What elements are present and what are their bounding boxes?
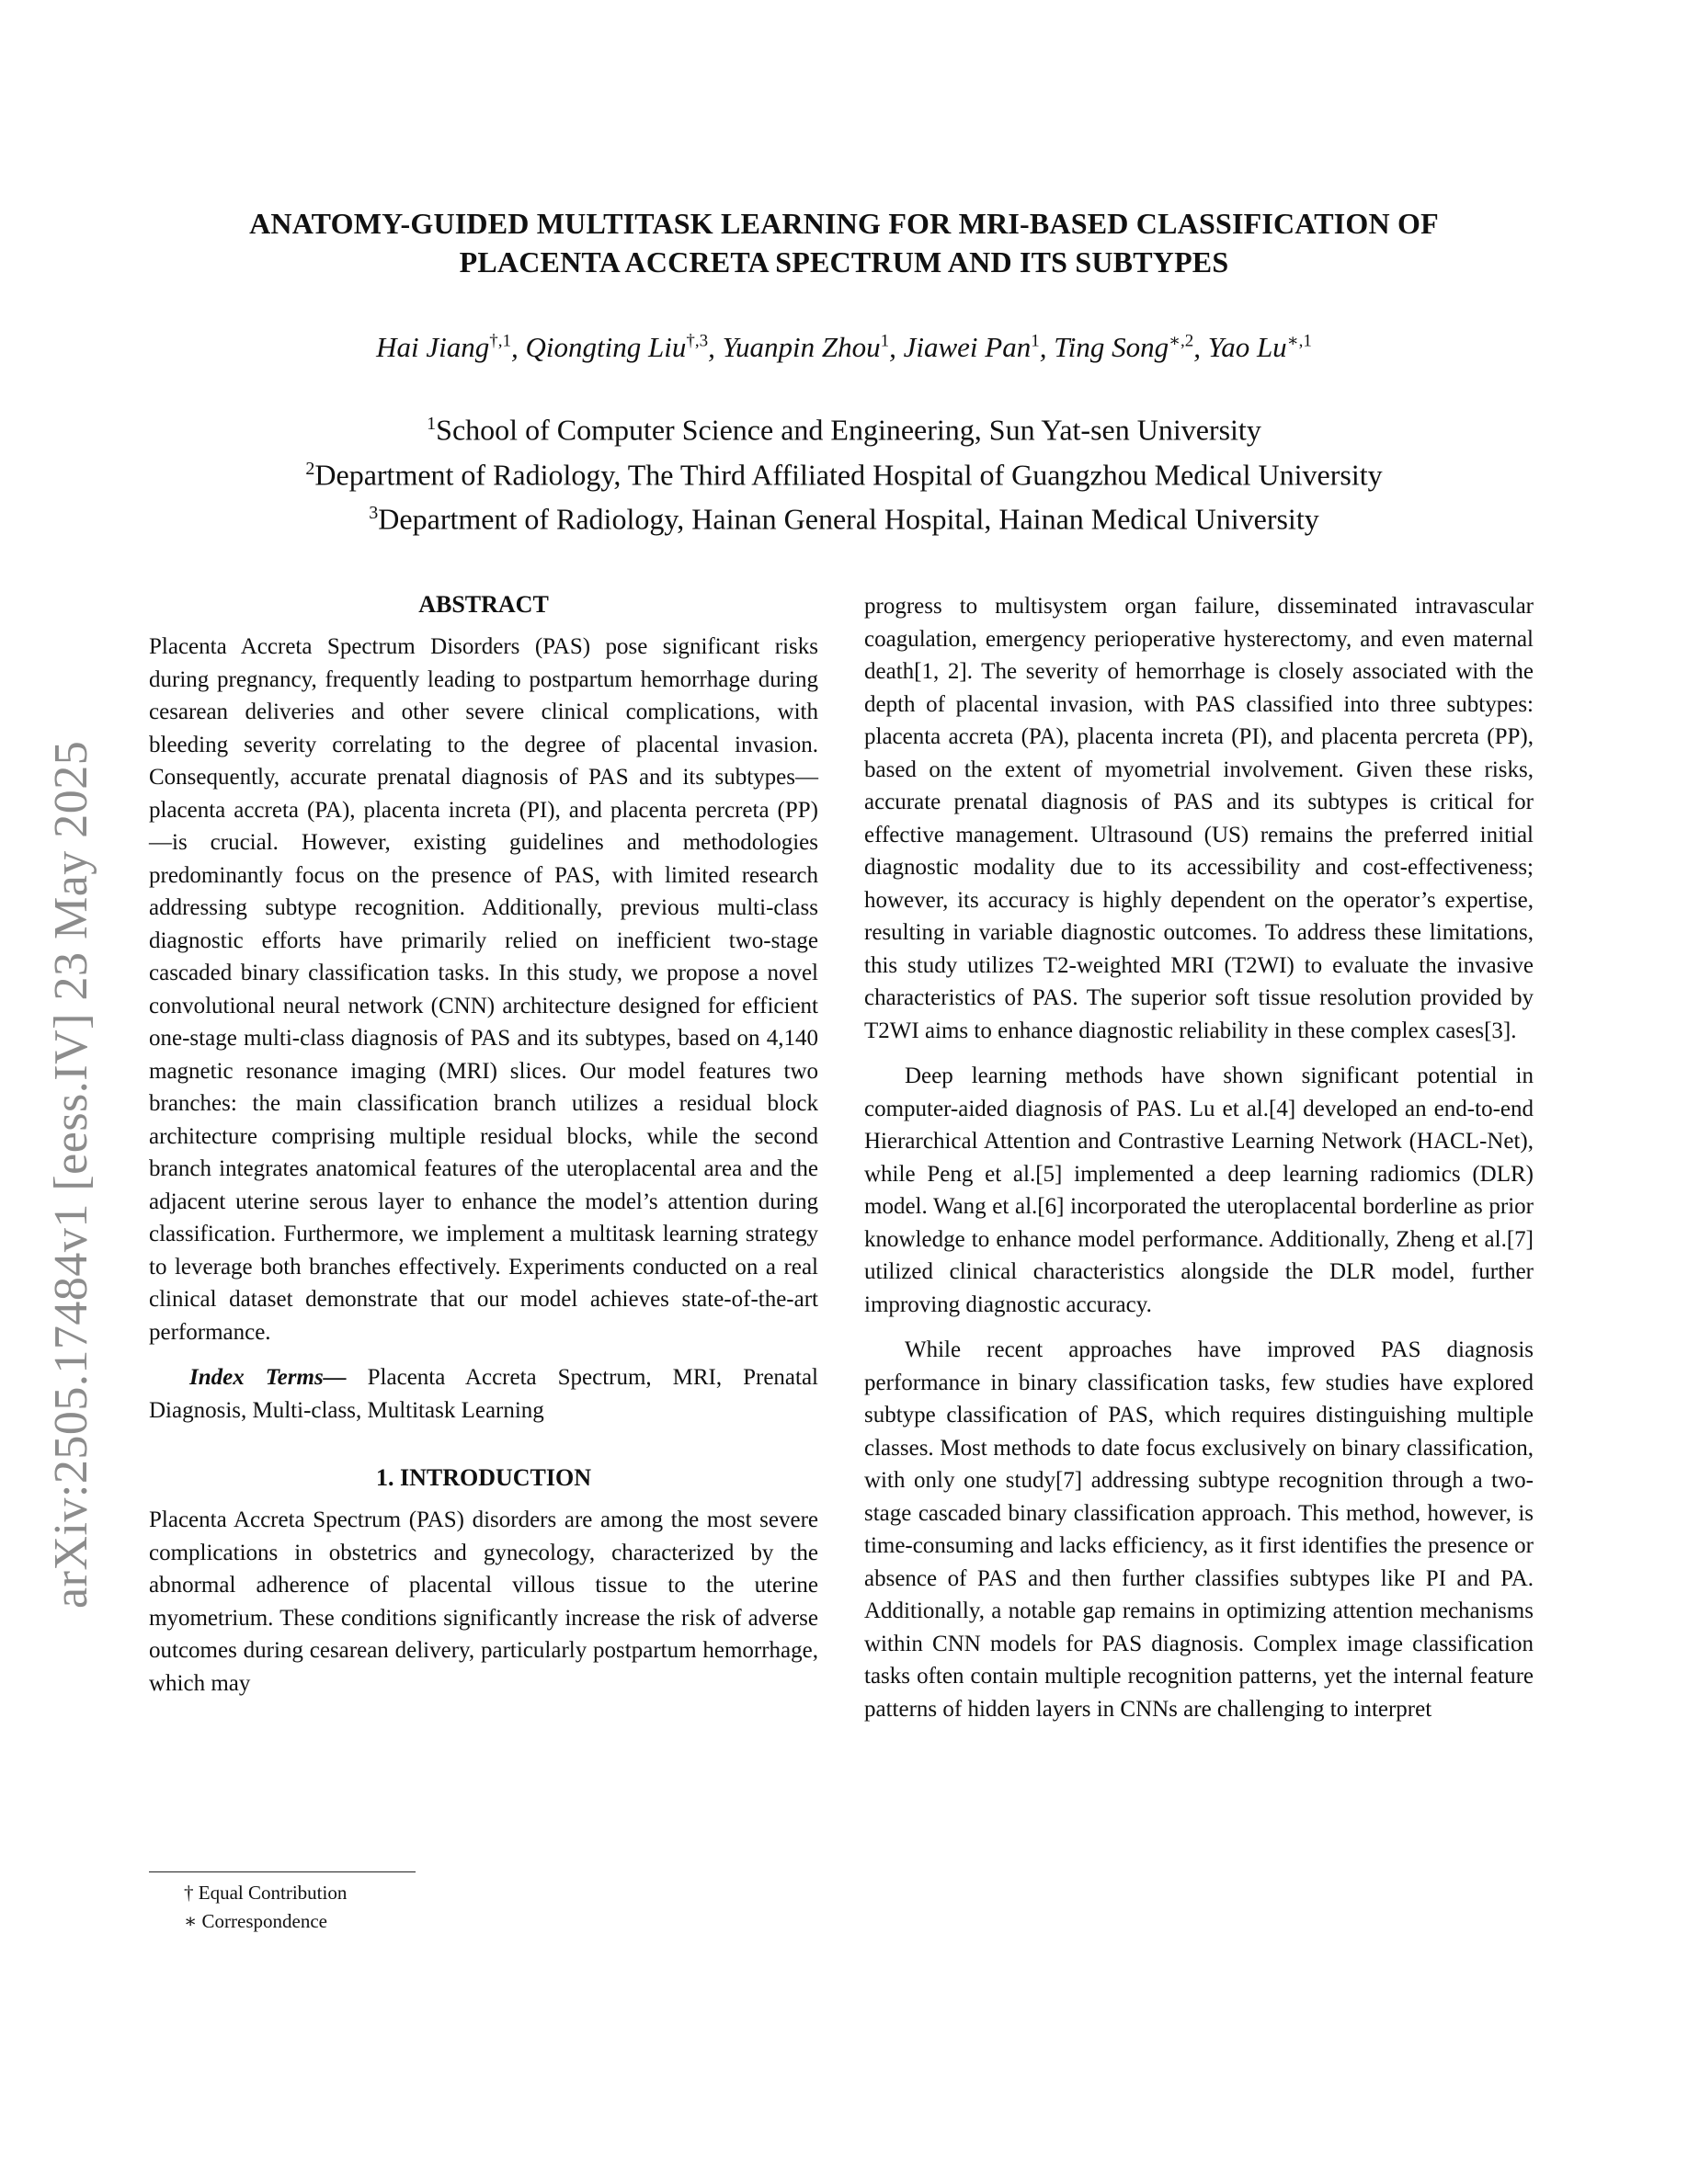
index-terms-text: Placenta Accreta Spectrum, MRI, Prenatal Diagnosis, Multi-class, Multitask Learning: [149, 1365, 818, 1423]
affiliation: $^3$Department of Radiology, Hainan General Hospital, Hainan Medical University: [369, 502, 1319, 536]
paper-title: [147, 204, 1541, 281]
author: Yuanpin Zhou$^1$: [722, 331, 890, 364]
index-terms: [149, 1361, 818, 1427]
introduction-paragraph-1-continued: progress to multisystem organ failure, disseminated intravascular coagulation, emergency perioperative hysterectomy, and even maternal death[1, 2]. The severity of hemorrhage is closely associated with the depth of placental invasion, with PAS classified into three subtypes: placenta accreta (PA), placenta increta (PI), and placenta percreta (PP), based on the extent of myometrial involvement. Given these risks, accurate prenatal diagnosis of PAS and its subtypes is critical for effective management. Ultrasound (US) remains the preferred initial diagnostic modality due to its accessibility and cost-effectiveness; however, its accuracy is highly dependent on the operator’s expertise, resulting in variable diagnostic outcomes. To address these limitations, this study utilizes T2-weighted MRI (T2WI) to evaluate the invasive characteristics of PAS. The superior soft tissue resolution provided by T2WI aims to enhance diagnostic reliability in these complex cases[3].: [864, 594, 1534, 1043]
author: Jiawei Pan$^1$: [903, 331, 1040, 364]
introduction-heading: 1. INTRODUCTION: [375, 1464, 592, 1491]
author: Hai Jiang$^{\dagger,1}$: [376, 331, 512, 364]
author-list: Hai Jiang$^{\dagger,1}$, Qiongting Liu$^{\dagger,3}$, Yuanpin Zhou$^1$, Jiawei Pan$^1$, Ting Song$^{∗,2}$, Yao $Lu^{∗,1}$: [376, 331, 1312, 364]
author: Qiongting Liu$^{\dagger,3}$: [525, 331, 709, 364]
affiliation-list: [147, 404, 1541, 539]
left-column: [149, 588, 818, 1700]
arxiv-identifier-stamp: arXiv:2505.17484v1 [eess.IV] 23 May 2025: [45, 740, 97, 1609]
author: Yao $Lu^{∗,1}$: [1207, 331, 1312, 364]
introduction-paragraph-1-start: Placenta Accreta Spectrum (PAS) disorders are among the most severe complications in obstetrics and gynecology, characterized by the abnormal adherence of placental villous tissue to the uterine myometrium. These conditions significantly increase the risk of adverse outcomes during cesarean delivery, particularly postpartum hemorrhage, which may: [149, 1507, 818, 1696]
footnote-equal-contribution: † Equal Contribution: [184, 1882, 348, 1904]
introduction-paragraph-2: Deep learning methods have shown significant potential in computer-aided diagnosis of PAS. Lu et al.[4] developed an end-to-end Hierarchical Attention and Contrastive Learning Network (HACL-Net), while Peng et al.[5] implemented a deep learning radiomics (DLR) model. Wang et al.[6] incorporated the uteroplacental borderline as prior knowledge to enhance model performance. Additionally, Zheng et al.[7] utilized clinical characteristics alongside the DLR model, further improving diagnostic accuracy.: [864, 1064, 1534, 1317]
title-line: PLACENTA ACCRETA SPECTRUM AND ITS SUBTYPES: [459, 245, 1229, 279]
index-terms-label: Index Terms—: [189, 1365, 347, 1390]
author: Ting Song$^{∗,2}$: [1054, 331, 1194, 364]
footnote-correspondence: ∗ Correspondence: [184, 1910, 327, 1932]
abstract-text: Placenta Accreta Spectrum Disorders (PAS) pose significant risks during pregnancy, frequently leading to postpartum hemorrhage during cesarean deliveries and other severe clinical complications, with bleeding severity correlating to the degree of placental invasion. Consequently, accurate prenatal diagnosis of PAS and its subtypes—placenta accreta (PA), placenta increta (PI), and placenta percreta (PP)—is crucial. However, existing guidelines and methodologies predominantly focus on the presence of PAS, with limited research addressing subtype recognition. Additionally, previous multi-class diagnostic efforts have primarily relied on inefficient two-stage cascaded binary classification tasks. In this study, we propose a novel convolutional neural network (CNN) architecture designed for efficient one-stage multi-class diagnosis of PAS and its subtypes, based on 4,140 magnetic resonance imaging (MRI) slices. Our model features two branches: the main classification branch utilizes a residual block architecture comprising multiple residual blocks, while the second branch integrates anatomical features of the uteroplacental area and the adjacent uterine serous layer to enhance the model’s attention during classification. Furthermore, we implement a multitask learning strategy to leverage both branches effectively. Experiments conducted on a real clinical dataset demonstrate that our model achieves state-of-the-art performance.: [149, 634, 818, 1345]
affiliation: $^2$Department of Radiology, The Third Affiliated Hospital of Guangzhou Medical University: [305, 458, 1383, 492]
affiliation: $^1$School of Computer Science and Engineering, Sun Yat-sen University: [427, 413, 1261, 447]
footnote-divider: [149, 1871, 416, 1872]
introduction-paragraph-3: While recent approaches have improved PAS diagnosis performance in binary classification tasks, few studies have explored subtype classification of PAS, which requires distinguishing multiple classes. Most methods to date focus exclusively on binary classification, with only one study[7] addressing subtype recognition through a two-stage cascaded binary classification approach. This method, however, is time-consuming and lacks efficiency, as it first identifies the presence or absence of PAS and then further classifies subtypes like PI and PA. Additionally, a notable gap remains in optimizing attention mechanisms within CNN models for PAS diagnosis. Complex image classification tasks often contain multiple recognition patterns, yet the internal feature patterns of hidden layers in CNNs are challenging to interpret: [864, 1337, 1534, 1722]
right-column: [864, 590, 1534, 1725]
abstract-heading: ABSTRACT: [418, 591, 549, 618]
title-line: ANATOMY-GUIDED MULTITASK LEARNING FOR MRI-BASED CLASSIFICATION OF: [249, 207, 1439, 240]
footnotes: [184, 1879, 347, 1936]
